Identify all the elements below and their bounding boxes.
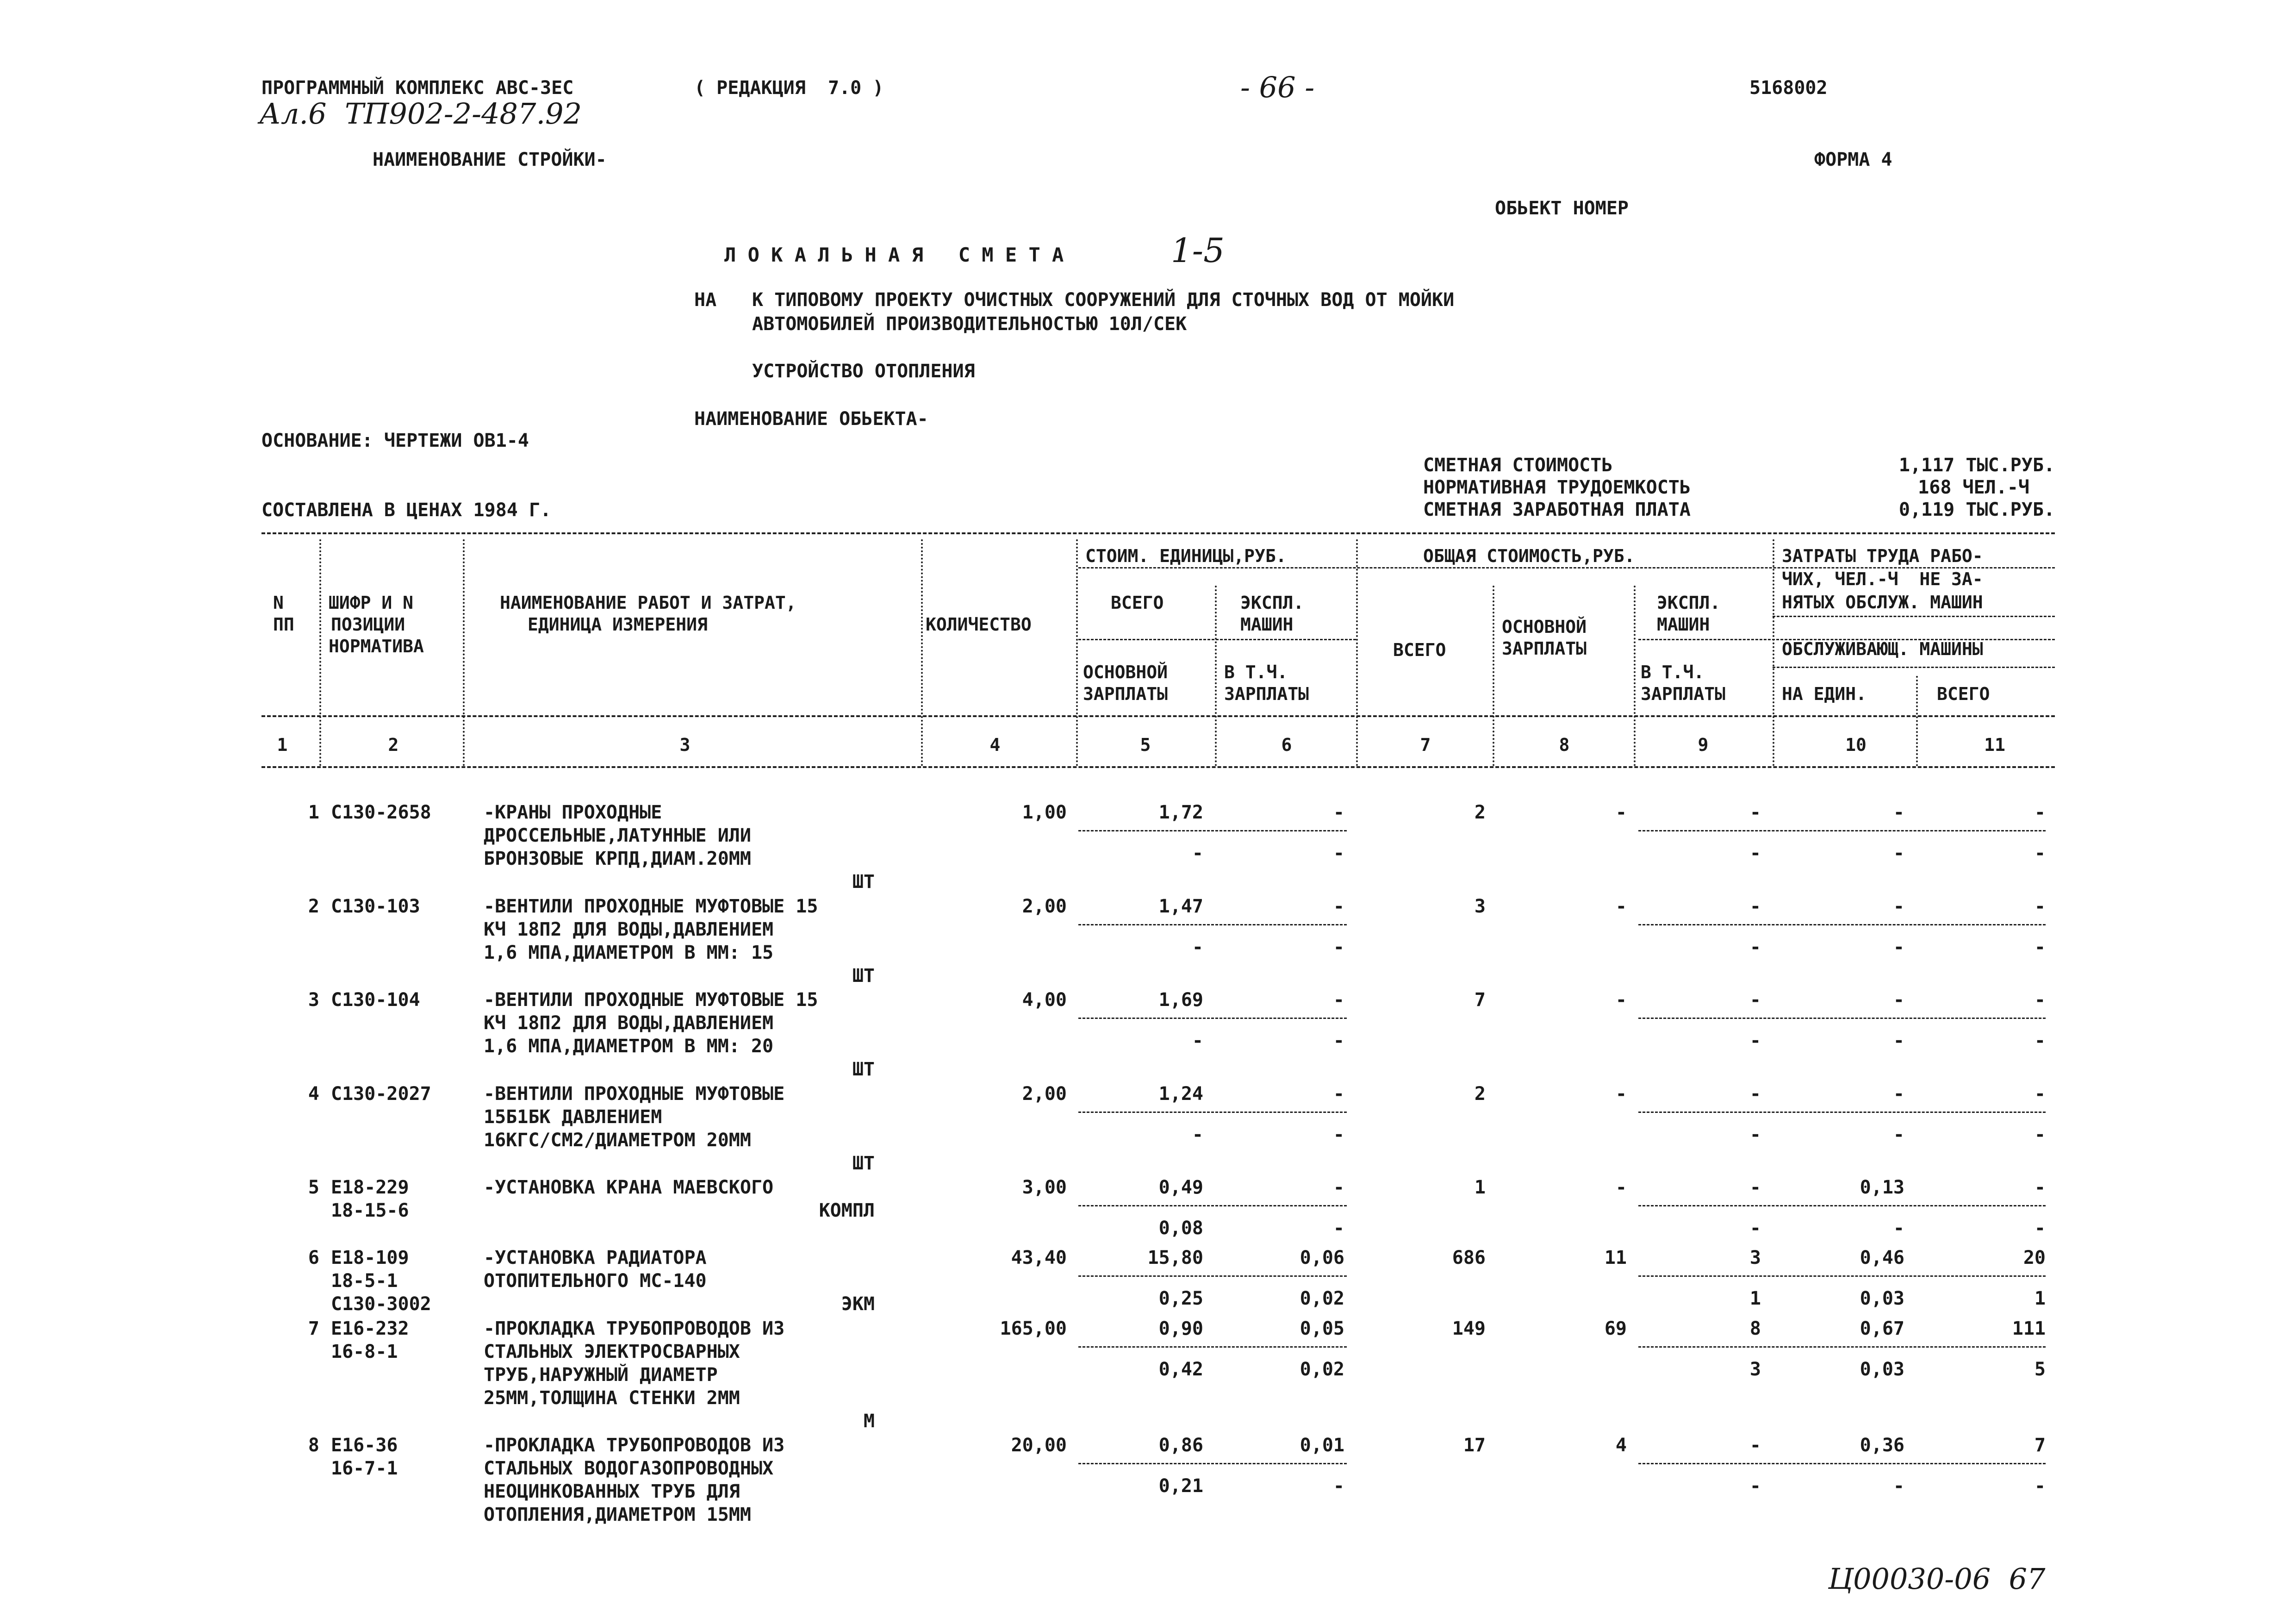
summary-label: НОРМАТИВНАЯ ТРУДОЕМКОСТЬ [1423, 477, 1691, 498]
labor-header: НЯТЫХ ОБСЛУЖ. МАШИН [1782, 592, 1983, 612]
row-total-machine-wage: 3 [1749, 1359, 1761, 1380]
col-sep [1916, 676, 1918, 766]
row-description: КЧ 18П2 ДЛЯ ВОДЫ,ДАВЛЕНИЕМ [484, 1012, 774, 1034]
edition: ( РЕДАКЦИЯ 7.0 ) [694, 77, 884, 99]
row-code: С130-3002 [331, 1293, 431, 1315]
row-unit-cost: 0,86 [1158, 1435, 1203, 1456]
row-unit-wage: 0,25 [1158, 1288, 1203, 1309]
row-total-machine-wage: - [1749, 1030, 1761, 1051]
column-number: 4 [989, 735, 1001, 755]
row-labor-total-machine: - [2034, 1124, 2046, 1145]
row-number: 3 [308, 989, 319, 1011]
row-total-machine: - [1749, 1435, 1761, 1456]
cell-divider [1638, 1205, 2046, 1206]
work-name: УСТРОЙСТВО ОТОПЛЕНИЯ [752, 361, 975, 382]
estimate-title: Л О К А Л Ь Н А Я С М Е Т А [724, 244, 1064, 266]
row-quantity: 4,00 [1022, 989, 1067, 1011]
row-quantity: 165,00 [1000, 1318, 1067, 1339]
col-sep [1634, 586, 1636, 766]
row-code: Е18-109 [331, 1247, 409, 1268]
column-number: 6 [1281, 735, 1292, 755]
row-description: 1,6 МПА,ДИАМЕТРОМ В ММ: 15 [484, 942, 774, 963]
row-description: -ВЕНТИЛИ ПРОХОДНЫЕ МУФТОВЫЕ 15 [484, 989, 818, 1011]
row-unit-machine-wage: 0,02 [1300, 1359, 1344, 1380]
row-description: ДРОССЕЛЬНЫЕ,ЛАТУННЫЕ ИЛИ [484, 825, 751, 846]
row-unit: КОМПЛ [819, 1200, 875, 1221]
row-total-machine-wage: - [1749, 1218, 1761, 1239]
row-total-machine: - [1749, 802, 1761, 823]
row-total-wage: 69 [1604, 1318, 1627, 1339]
col-sep [463, 539, 465, 766]
row-unit: ЭКМ [841, 1293, 875, 1315]
row-labor-unit: 0,13 [1860, 1177, 1904, 1198]
cell-divider [1078, 1346, 1347, 1348]
row-quantity: 43,40 [1011, 1247, 1067, 1268]
object-number: ОБЬЕКТ НОМЕР [1495, 198, 1629, 219]
row-description: -ПРОКЛАДКА ТРУБОПРОВОДОВ ИЗ [484, 1318, 785, 1339]
row-code: 18-5-1 [331, 1270, 398, 1292]
row-number: 5 [308, 1177, 319, 1198]
page-number: - 66 - [1240, 70, 1315, 104]
col-sep [1773, 539, 1774, 766]
row-total-machine-wage: - [1749, 1475, 1761, 1497]
row-total-wage: 11 [1604, 1247, 1627, 1268]
summary-label: СМЕТНАЯ ЗАРАБОТНАЯ ПЛАТА [1423, 499, 1691, 520]
row-unit-machine: - [1333, 1177, 1344, 1198]
row-code: С130-104 [331, 989, 420, 1011]
basis: ОСНОВАНИЕ: ЧЕРТЕЖИ ОВ1-4 [261, 430, 529, 451]
cell-divider [1078, 1112, 1347, 1113]
row-total-cost: 686 [1452, 1247, 1486, 1268]
row-total-machine: 8 [1749, 1318, 1761, 1339]
row-code: С130-2027 [331, 1083, 431, 1105]
row-unit-machine: - [1333, 896, 1344, 917]
header-rule-sub2 [1078, 639, 1356, 640]
col9-sub-header: ЗАРПЛАТЫ [1641, 684, 1726, 704]
row-description: -КРАНЫ ПРОХОДНЫЕ [484, 802, 662, 823]
program-name: ПРОГРАММНЫЙ КОМПЛЕКС АВС-ЗЕС [261, 77, 574, 99]
estimate-number: 1-5 [1171, 231, 1225, 270]
labor-sub-header: ОБСЛУЖИВАЮЩ. МАШИНЫ [1782, 639, 1983, 659]
row-unit-wage: 0,21 [1158, 1475, 1203, 1497]
row-labor-unit: - [1893, 896, 1904, 917]
cell-divider [1078, 1205, 1347, 1206]
column-number: 2 [388, 735, 399, 755]
row-code: 18-15-6 [331, 1200, 409, 1221]
col11-header: ВСЕГО [1937, 684, 1990, 704]
col8-header: ЗАРПЛАТЫ [1502, 638, 1587, 659]
row-labor-total: - [2034, 1177, 2046, 1198]
row-unit-wage: - [1192, 843, 1203, 864]
row-labor-unit: - [1893, 989, 1904, 1011]
row-description: 16КГС/СМ2/ДИАМЕТРОМ 20ММ [484, 1130, 751, 1151]
row-labor-total-machine: - [2034, 1218, 2046, 1239]
row-code: Е16-36 [331, 1435, 398, 1456]
header-rule-bottom [261, 715, 2055, 717]
column-number: 8 [1559, 735, 1570, 755]
prices-year: СОСТАВЛЕНА В ЦЕНАХ 1984 Г. [261, 500, 552, 521]
row-unit-cost: 15,80 [1147, 1247, 1203, 1268]
row-labor-unit-machine: 0,03 [1860, 1359, 1904, 1380]
row-unit: ШТ [852, 1059, 875, 1080]
row-unit-wage: - [1192, 937, 1203, 958]
cell-divider [1078, 924, 1347, 925]
row-description: СТАЛЬНЫХ ЭЛЕКТРОСВАРНЫХ [484, 1341, 740, 1362]
col6-sub-header: ЗАРПЛАТЫ [1224, 684, 1309, 704]
row-total-wage: - [1615, 1177, 1627, 1198]
row-description: -ВЕНТИЛИ ПРОХОДНЫЕ МУФТОВЫЕ 15 [484, 896, 818, 917]
labor-header: ЧИХ, ЧЕЛ.-Ч НЕ ЗА- [1782, 569, 1983, 589]
row-unit-machine-wage: - [1333, 937, 1344, 958]
row-labor-total-machine: - [2034, 937, 2046, 958]
col5-sub-header: ЗАРПЛАТЫ [1083, 684, 1168, 704]
row-code: Е16-232 [331, 1318, 409, 1339]
row-unit-machine-wage: - [1333, 843, 1344, 864]
row-total-cost: 2 [1474, 1083, 1486, 1105]
row-unit-cost: 0,90 [1158, 1318, 1203, 1339]
row-code: 16-7-1 [331, 1458, 398, 1479]
labor-header: ЗАТРАТЫ ТРУДА РАБО- [1782, 546, 1983, 566]
row-unit-cost: 0,49 [1158, 1177, 1203, 1198]
header-rule-numbers [261, 766, 2055, 768]
row-labor-total: 20 [2023, 1247, 2046, 1268]
row-total-cost: 3 [1474, 896, 1486, 917]
row-description: 1,6 МПА,ДИАМЕТРОМ В ММ: 20 [484, 1036, 774, 1057]
row-description: СТАЛЬНЫХ ВОДОГАЗОПРОВОДНЫХ [484, 1458, 774, 1479]
col6-header: ЭКСПЛ. [1240, 593, 1304, 613]
row-quantity: 20,00 [1011, 1435, 1067, 1456]
col3-header: ЕДИНИЦА ИЗМЕРЕНИЯ [528, 614, 708, 635]
row-unit-machine: - [1333, 802, 1344, 823]
col6-sub-header: В Т.Ч. [1224, 662, 1288, 682]
row-total-cost: 1 [1474, 1177, 1486, 1198]
row-labor-unit-machine: - [1893, 843, 1904, 864]
column-number: 1 [277, 735, 288, 755]
row-labor-total-machine: 1 [2034, 1288, 2046, 1309]
row-total-cost: 7 [1474, 989, 1486, 1011]
cell-divider [1638, 830, 2046, 831]
col-sep [921, 539, 923, 766]
row-description: ОТОПИТЕЛЬНОГО МС-140 [484, 1270, 707, 1292]
row-unit-wage: - [1192, 1030, 1203, 1051]
row-labor-total-machine: - [2034, 1475, 2046, 1497]
row-code: С130-103 [331, 896, 420, 917]
col4-header: КОЛИЧЕСТВО [926, 614, 1032, 635]
row-labor-unit: - [1893, 802, 1904, 823]
row-total-machine-wage: - [1749, 1124, 1761, 1145]
row-total-cost: 2 [1474, 802, 1486, 823]
cell-divider [1078, 1018, 1347, 1019]
row-labor-total-machine: - [2034, 1030, 2046, 1051]
header-rule-sub4 [1773, 616, 2055, 617]
row-total-wage: - [1615, 802, 1627, 823]
row-description: -УСТАНОВКА КРАНА МАЕВСКОГО [484, 1177, 774, 1198]
column-number: 7 [1420, 735, 1431, 755]
column-number: 5 [1140, 735, 1151, 755]
row-labor-unit: 0,46 [1860, 1247, 1904, 1268]
total-cost-header: ОБЩАЯ СТОИМОСТЬ,РУБ. [1423, 546, 1635, 566]
row-labor-total: - [2034, 989, 2046, 1011]
row-labor-total-machine: - [2034, 843, 2046, 864]
row-unit-machine: 0,05 [1300, 1318, 1344, 1339]
col-sep [1215, 586, 1217, 766]
row-number: 4 [308, 1083, 319, 1105]
header-rule-top [261, 532, 2055, 534]
row-total-machine: - [1749, 1083, 1761, 1105]
row-number: 8 [308, 1435, 319, 1456]
col9-header: МАШИН [1657, 614, 1710, 635]
row-code: С130-2658 [331, 802, 431, 823]
row-total-cost: 17 [1463, 1435, 1486, 1456]
row-unit-machine-wage: - [1333, 1218, 1344, 1239]
unit-cost-header: СТОИМ. ЕДИНИЦЫ,РУБ. [1085, 546, 1287, 566]
row-unit-machine: - [1333, 989, 1344, 1011]
row-unit-machine: 0,01 [1300, 1435, 1344, 1456]
cell-divider [1078, 1463, 1347, 1464]
row-description: ОТОПЛЕНИЯ,ДИАМЕТРОМ 15ММ [484, 1504, 751, 1525]
col9-header: ЭКСПЛ. [1657, 593, 1721, 613]
header-rule-sub1 [1078, 567, 2055, 568]
col2-header: ПОЗИЦИИ [331, 614, 405, 635]
col-sep [319, 539, 321, 766]
row-description: НЕОЦИНКОВАННЫХ ТРУБ ДЛЯ [484, 1481, 740, 1502]
row-labor-unit-machine: - [1893, 1124, 1904, 1145]
row-description: 15Б1БК ДАВЛЕНИЕМ [484, 1106, 662, 1128]
row-unit-machine-wage: 0,02 [1300, 1288, 1344, 1309]
column-number: 10 [1845, 735, 1867, 755]
col2-header: ШИФР И N [329, 593, 414, 613]
row-quantity: 1,00 [1022, 802, 1067, 823]
row-unit: ШТ [852, 965, 875, 987]
row-number: 7 [308, 1318, 319, 1339]
col2-header: НОРМАТИВА [329, 636, 424, 656]
row-number: 1 [308, 802, 319, 823]
column-number: 11 [1984, 735, 2005, 755]
col-sep [1076, 539, 1078, 766]
row-unit-machine-wage: - [1333, 1124, 1344, 1145]
row-total-machine: 3 [1749, 1247, 1761, 1268]
col1-header: ПП [273, 614, 294, 635]
row-total-cost: 149 [1452, 1318, 1486, 1339]
object-name: НАИМЕНОВАНИЕ ОБЬЕКТА- [694, 408, 928, 430]
row-labor-unit-machine: - [1893, 1218, 1904, 1239]
row-number: 2 [308, 896, 319, 917]
row-description: БРОНЗОВЫЕ КРПД,ДИАМ.20ММ [484, 848, 751, 869]
row-labor-unit-machine: - [1893, 1030, 1904, 1051]
row-labor-unit: - [1893, 1083, 1904, 1105]
row-unit: М [863, 1411, 875, 1432]
row-total-machine: - [1749, 989, 1761, 1011]
row-description: ТРУБ,НАРУЖНЫЙ ДИАМЕТР [484, 1364, 718, 1386]
row-labor-total: 111 [2012, 1318, 2046, 1339]
cell-divider [1638, 924, 2046, 925]
row-code: 16-8-1 [331, 1341, 398, 1362]
row-unit: ШТ [852, 1153, 875, 1174]
row-labor-total: - [2034, 802, 2046, 823]
row-unit-wage: 0,42 [1158, 1359, 1203, 1380]
row-total-wage: - [1615, 1083, 1627, 1105]
row-number: 6 [308, 1247, 319, 1268]
col7-header: ВСЕГО [1393, 640, 1446, 660]
col-sep [1356, 539, 1358, 766]
row-labor-total-machine: 5 [2034, 1359, 2046, 1380]
column-number: 9 [1698, 735, 1709, 755]
row-unit-machine-wage: - [1333, 1030, 1344, 1051]
summary-value: 1,117 ТЫС.РУБ. [1898, 455, 2055, 476]
row-labor-unit: 0,36 [1860, 1435, 1904, 1456]
col5-header: ВСЕГО [1111, 593, 1164, 613]
col10-header: НА ЕДИН. [1782, 684, 1867, 704]
na-label: НА [694, 289, 717, 311]
row-unit-machine: - [1333, 1083, 1344, 1105]
row-quantity: 2,00 [1022, 896, 1067, 917]
row-labor-total: - [2034, 896, 2046, 917]
row-total-machine-wage: 1 [1749, 1288, 1761, 1309]
cell-divider [1638, 1463, 2046, 1464]
row-description: -ВЕНТИЛИ ПРОХОДНЫЕ МУФТОВЫЕ [484, 1083, 785, 1105]
row-total-wage: 4 [1615, 1435, 1627, 1456]
row-total-machine: - [1749, 896, 1761, 917]
col3-header: НАИМЕНОВАНИЕ РАБОТ И ЗАТРАТ, [500, 593, 796, 613]
project-line-1: К ТИПОВОМУ ПРОЕКТУ ОЧИСТНЫХ СООРУЖЕНИЙ ДЛЯ СТОЧНЫХ ВОД ОТ МОЙКИ [752, 289, 1455, 311]
row-unit-cost: 1,72 [1158, 802, 1203, 823]
row-total-machine-wage: - [1749, 843, 1761, 864]
row-unit-cost: 1,47 [1158, 896, 1203, 917]
cell-divider [1078, 830, 1347, 831]
cell-divider [1638, 1346, 2046, 1348]
row-labor-total: - [2034, 1083, 2046, 1105]
doc-code: 5168002 [1749, 77, 1828, 99]
row-labor-unit-machine: 0,03 [1860, 1288, 1904, 1309]
summary-value: 0,119 ТЫС.РУБ. [1898, 499, 2055, 520]
row-total-wage: - [1615, 896, 1627, 917]
row-labor-unit-machine: - [1893, 1475, 1904, 1497]
cell-divider [1638, 1275, 2046, 1277]
col9-sub-header: В Т.Ч. [1641, 662, 1705, 682]
row-unit-wage: 0,08 [1158, 1218, 1203, 1239]
summary-value: 168 ЧЕЛ.-Ч [1918, 477, 2029, 498]
footer-handwritten-code: Ц00030-06 67 [1828, 1562, 2046, 1596]
summary-label: СМЕТНАЯ СТОИМОСТЬ [1423, 455, 1613, 476]
row-unit-wage: - [1192, 1124, 1203, 1145]
row-quantity: 2,00 [1022, 1083, 1067, 1105]
row-total-machine-wage: - [1749, 937, 1761, 958]
row-labor-unit: 0,67 [1860, 1318, 1904, 1339]
cell-divider [1078, 1275, 1347, 1277]
row-total-wage: - [1615, 989, 1627, 1011]
row-total-machine: - [1749, 1177, 1761, 1198]
construction-name: НАИМЕНОВАНИЕ СТРОЙКИ- [373, 149, 607, 170]
row-labor-unit-machine: - [1893, 937, 1904, 958]
row-unit-cost: 1,69 [1158, 989, 1203, 1011]
row-unit: ШТ [852, 871, 875, 893]
col6-header: МАШИН [1240, 614, 1294, 635]
col8-header: ОСНОВНОЙ [1502, 617, 1587, 637]
row-code: Е18-229 [331, 1177, 409, 1198]
column-number: 3 [679, 735, 691, 755]
handwritten-reference: Ал.6 ТП902-2-487.92 [259, 97, 582, 131]
row-unit-machine-wage: - [1333, 1475, 1344, 1497]
col-sep [1493, 586, 1494, 766]
cell-divider [1638, 1018, 2046, 1019]
col1-header: N [273, 593, 284, 613]
row-description: КЧ 18П2 ДЛЯ ВОДЫ,ДАВЛЕНИЕМ [484, 919, 774, 940]
form-number: ФОРМА 4 [1814, 149, 1892, 170]
row-description: 25ММ,ТОЛЩИНА СТЕНКИ 2ММ [484, 1387, 740, 1409]
col5-sub-header: ОСНОВНОЙ [1083, 662, 1168, 682]
project-line-2: АВТОМОБИЛЕЙ ПРОИЗВОДИТЕЛЬНОСТЬЮ 10Л/СЕК [752, 313, 1187, 335]
row-labor-total: 7 [2034, 1435, 2046, 1456]
row-unit-cost: 1,24 [1158, 1083, 1203, 1105]
row-description: -ПРОКЛАДКА ТРУБОПРОВОДОВ ИЗ [484, 1435, 785, 1456]
row-description: -УСТАНОВКА РАДИАТОРА [484, 1247, 707, 1268]
cell-divider [1638, 1112, 2046, 1113]
header-rule-sub5 [1773, 667, 2055, 668]
row-quantity: 3,00 [1022, 1177, 1067, 1198]
row-unit-machine: 0,06 [1300, 1247, 1344, 1268]
